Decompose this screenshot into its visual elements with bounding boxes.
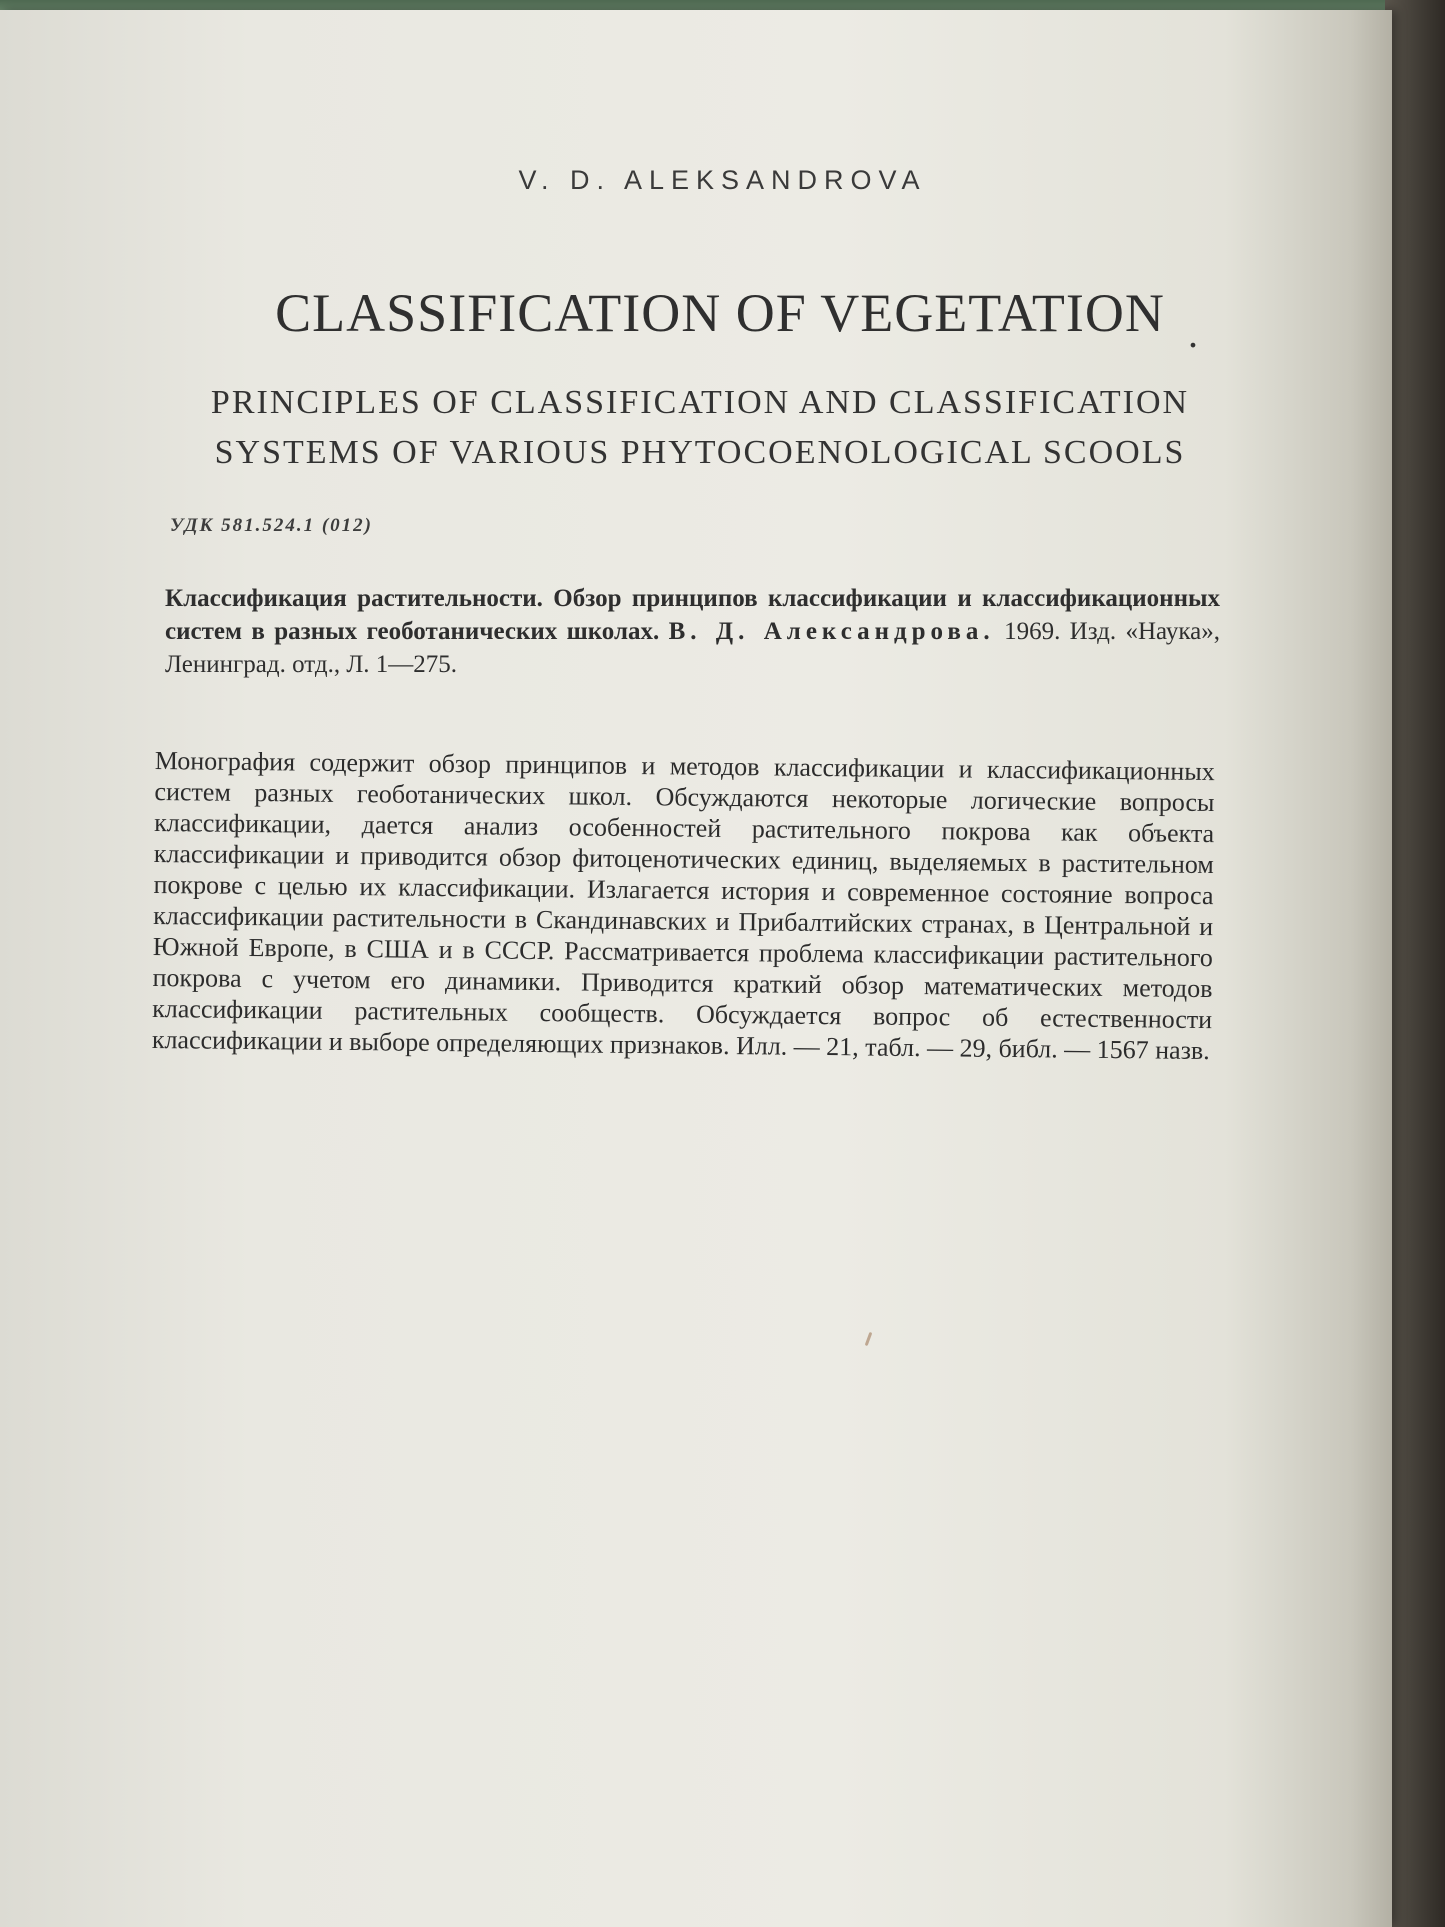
background-shadow	[1385, 0, 1445, 1927]
udk-code: УДК 581.524.1 (012)	[170, 515, 373, 536]
subtitle-line-1: PRINCIPLES OF CLASSIFICATION AND CLASSIFICATION	[210, 384, 1190, 421]
author-name: V. D. ALEKSANDROVA	[518, 165, 927, 195]
bibliographic-entry	[165, 582, 1220, 681]
title-mark: .	[1188, 311, 1198, 356]
book-subtitle	[170, 378, 1230, 478]
subtitle-line-2: SYSTEMS OF VARIOUS PHYTOCOENOLOGICAL SCOOLS	[214, 434, 1186, 471]
bib-author: В. Д. Александрова.	[668, 618, 995, 645]
book-title: CLASSIFICATION OF VEGETATION	[275, 283, 1165, 343]
book-page	[0, 10, 1392, 1927]
abstract-paragraph: Монография содержит обзор принципов и методов классификации и классификационных систем разных геоботанических школ. Обсуждаются некоторые логические вопросы классификации, дается анализ особенностей растительного покрова как объекта классификации и приводится обзор фитоценотических единиц, выделяемых в растительном покрове с целью их классификации. Излагается история и современное состояние вопроса классификации растительности в Скандинавских и Прибалтийских странах, в Центральной и Южной Европе, в США и в СССР. Рассматривается проблема классификации растительного покрова с учетом его динамики. Приводится краткий обзор математических методов классификации растительных сообществ. Обсуждается вопрос об естественности классификации и выборе определяющих признаков. Илл. — 21, табл. — 29, библ. — 1567 назв.	[151, 745, 1215, 1066]
bib-title: Классификация растительности. Обзор принципов классификации и классификационных систем в разных геоботанических школах.	[165, 585, 1220, 645]
paper-speck	[865, 1332, 873, 1346]
bib-publication: 1969. Изд. «Наука», Ленинград. отд., Л. 1—275.	[165, 618, 1220, 678]
page-content	[0, 10, 1392, 1927]
